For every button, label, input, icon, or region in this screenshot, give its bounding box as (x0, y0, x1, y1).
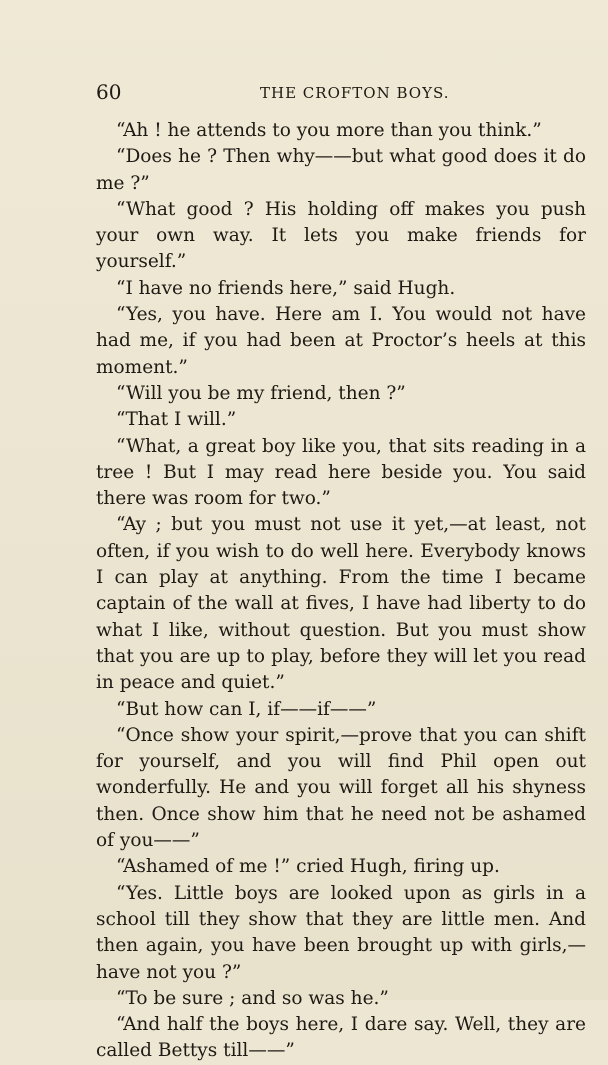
page-body (96, 118, 586, 1065)
paragraph: “Ah ! he attends to you more than you think.” (116, 120, 542, 141)
paragraph: “Ashamed of me !” cried Hugh, firing up. (116, 856, 500, 878)
paragraph: “Once show your spirit,—prove that you can shift for yourself, and you will find Phil open out wonderfully. He and you will forget all his shyness then. Once show him that he need not be ashamed of you——” (96, 724, 586, 852)
paragraph: “I have no friends here,” said Hugh. (116, 277, 456, 299)
paragraph: “That I will.” (116, 409, 237, 431)
paragraph: “To be sure ; and so was he.” (116, 987, 389, 1009)
paragraph: “Does he ? Then why——but what good does it do me ?” (96, 146, 586, 194)
paragraph: “Will you be my friend, then ?” (116, 382, 406, 404)
page-number: 60 (96, 80, 122, 104)
paragraph: “Yes, you have. Here am I. You would not have had me, if you had been at Proctor’s heels at this moment.” (96, 304, 586, 378)
page-header (96, 80, 584, 108)
paragraph: “But how can I, if——if——” (116, 698, 377, 720)
paragraph: “And half the boys here, I dare say. Well, they are called Bettys till——” (96, 1014, 586, 1062)
paragraph: “Ay ; but you must not use it yet,—at least, not often, if you wish to do well here. Everybody knows I can play at anything. From the time I became captain of the wall at fives, I have had liberty to do what I like, without question. But you must show that you are up to play, before they will let you read in peace and quiet.” (96, 514, 586, 694)
paragraph: “What, a great boy like you, that sits reading in a tree ! But I may read here beside you. You said there was room for two.” (96, 435, 586, 510)
paragraph: “Yes. Little boys are looked upon as girls in a school till they show that they are little men. And then again, you have been brought up with girls,—have not you ?” (96, 882, 586, 983)
running-title: THE CROFTON BOYS. (260, 84, 450, 102)
paragraph: “What good ? His holding off makes you push your own way. It lets you make friends for yourself.” (96, 198, 586, 273)
